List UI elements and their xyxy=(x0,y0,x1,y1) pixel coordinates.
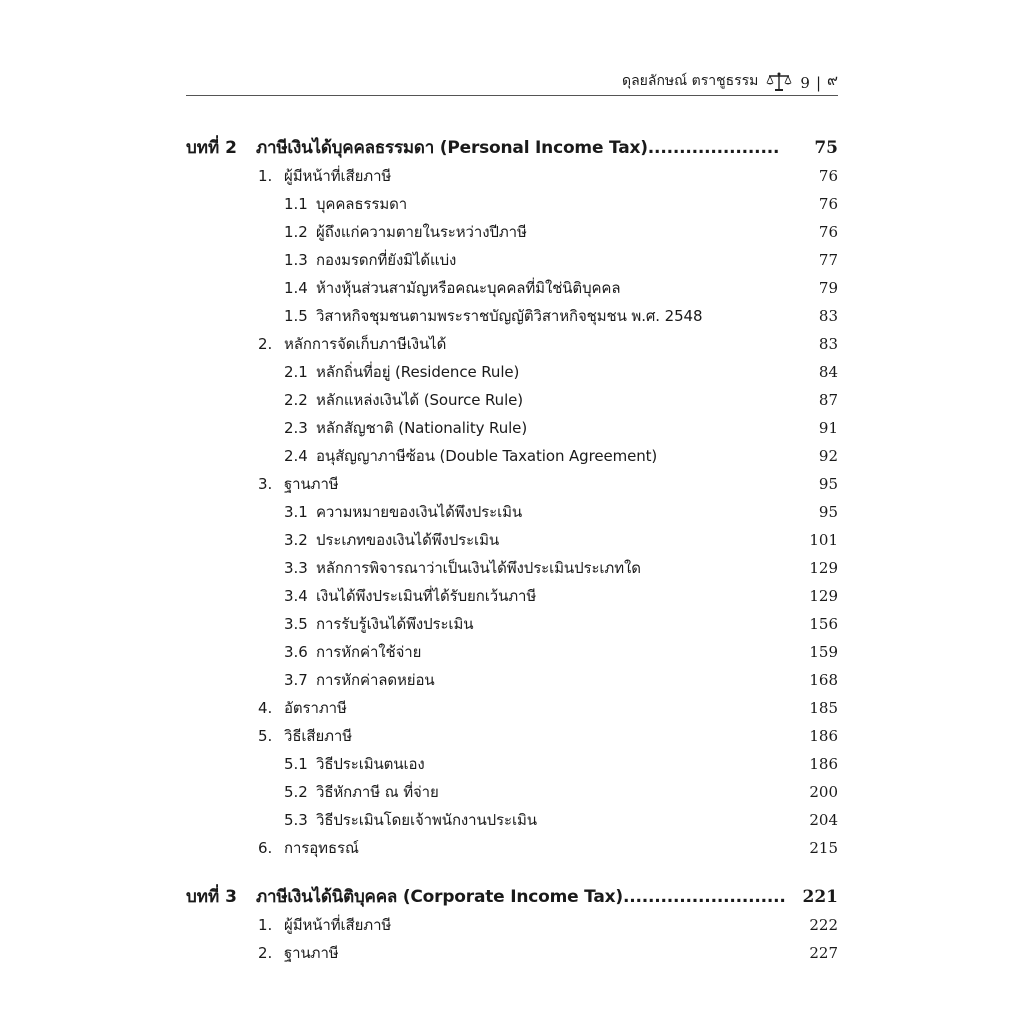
entry-page: 159 xyxy=(809,643,838,661)
entry-label: อนุสัญญาภาษีซ้อน (Double Taxation Agreement) xyxy=(316,447,658,465)
entry-number: 3.7 xyxy=(284,671,308,689)
entry-page: 168 xyxy=(809,671,838,689)
entry-number: 1.4 xyxy=(284,279,308,297)
entry-label: การอุทธรณ์ xyxy=(284,839,359,857)
entry-page: 84 xyxy=(818,363,838,381)
entry-label: ประเภทของเงินได้พึงประเมิน xyxy=(316,531,500,549)
scales-of-justice-icon xyxy=(766,72,792,92)
entry-number: 5.3 xyxy=(284,811,308,829)
entry-page: 200 xyxy=(809,783,838,801)
entry-page: 92 xyxy=(818,447,838,465)
toc-section-entry xyxy=(186,836,838,864)
toc-subsection-entry xyxy=(186,556,838,584)
entry-label: วิธีหักภาษี ณ ที่จ่าย xyxy=(316,783,439,801)
toc-subsection-entry xyxy=(186,612,838,640)
entry-number: 1. xyxy=(258,916,273,934)
toc-subsection-entry xyxy=(186,528,838,556)
entry-number: 1.1 xyxy=(284,195,308,213)
entry-label: วิธีประเมินตนเอง xyxy=(316,755,425,773)
entry-label: เงินได้พึงประเมินที่ได้รับยกเว้นภาษี xyxy=(316,587,537,605)
toc-section-entry xyxy=(186,724,838,752)
toc-subsection-entry xyxy=(186,640,838,668)
entry-label: การรับรู้เงินได้พึงประเมิน xyxy=(316,615,474,633)
toc-section-entry xyxy=(186,913,838,941)
header-separator: | xyxy=(815,74,821,92)
toc-subsection-entry xyxy=(186,220,838,248)
chapter-title: ภาษีเงินได้นิติบุคคล (Corporate Income Tax).......................... xyxy=(256,887,786,907)
entry-page: 129 xyxy=(809,587,838,605)
entry-page: 215 xyxy=(809,839,838,857)
entry-number: 6. xyxy=(258,839,273,857)
entry-number: 3.6 xyxy=(284,643,308,661)
entry-page: 87 xyxy=(818,391,838,409)
table-of-contents xyxy=(186,130,838,969)
entry-page: 101 xyxy=(809,531,838,549)
entry-page: 186 xyxy=(809,727,838,745)
entry-label: ความหมายของเงินได้พึงประเมิน xyxy=(316,503,523,521)
chapter-page: 221 xyxy=(802,887,838,907)
entry-number: 2.4 xyxy=(284,447,308,465)
entry-page: 186 xyxy=(809,755,838,773)
thai-page-number: ๙ xyxy=(827,71,838,89)
entry-page: 76 xyxy=(818,167,838,185)
entry-number: 1.5 xyxy=(284,307,308,325)
entry-label: วิธีเสียภาษี xyxy=(284,727,353,745)
entry-label: ผู้ถึงแก่ความตายในระหว่างปีภาษี xyxy=(316,223,527,241)
entry-number: 5.1 xyxy=(284,755,308,773)
entry-page: 95 xyxy=(818,503,838,521)
entry-number: 3.5 xyxy=(284,615,308,633)
entry-number: 3. xyxy=(258,475,273,493)
entry-number: 3.4 xyxy=(284,587,308,605)
toc-subsection-entry xyxy=(186,500,838,528)
entry-label: การหักค่าลดหย่อน xyxy=(316,671,435,689)
entry-label: หลักการพิจารณาว่าเป็นเงินได้พึงประเมินประเภทใด xyxy=(316,559,641,577)
entry-page: 129 xyxy=(809,559,838,577)
toc-chapter-3 xyxy=(186,883,838,913)
entry-label: ผู้มีหน้าที่เสียภาษี xyxy=(284,167,392,185)
book-title: ดุลยลักษณ์ ตราชูธรรม xyxy=(622,73,759,89)
entry-label: วิสาหกิจชุมชนตามพระราชบัญญัติวิสาหกิจชุมชน พ.ศ. 2548 xyxy=(316,307,703,325)
toc-section-entry xyxy=(186,164,838,192)
entry-number: 2.1 xyxy=(284,363,308,381)
entry-page: 76 xyxy=(818,195,838,213)
entry-number: 4. xyxy=(258,699,273,717)
entry-page: 222 xyxy=(809,916,838,934)
toc-subsection-entry xyxy=(186,808,838,836)
chapter-number: บทที่ 3 xyxy=(186,887,237,907)
entry-number: 5. xyxy=(258,727,273,745)
entry-number: 2.2 xyxy=(284,391,308,409)
entry-number: 3.1 xyxy=(284,503,308,521)
entry-number: 1. xyxy=(258,167,273,185)
toc-subsection-entry xyxy=(186,360,838,388)
chapter-3-entries xyxy=(186,913,838,969)
entry-page: 185 xyxy=(809,699,838,717)
entry-number: 1.2 xyxy=(284,223,308,241)
entry-page: 204 xyxy=(809,811,838,829)
entry-number: 2. xyxy=(258,944,273,962)
toc-section-entry xyxy=(186,696,838,724)
toc-chapter-2 xyxy=(186,134,838,164)
entry-label: หลักแหล่งเงินได้ (Source Rule) xyxy=(316,391,524,409)
entry-label: การหักค่าใช้จ่าย xyxy=(316,643,422,661)
entry-page: 156 xyxy=(809,615,838,633)
toc-subsection-entry xyxy=(186,444,838,472)
running-header xyxy=(186,66,838,96)
entry-label: หลักสัญชาติ (Nationality Rule) xyxy=(316,419,528,437)
toc-subsection-entry xyxy=(186,416,838,444)
entry-label: ห้างหุ้นส่วนสามัญหรือคณะบุคคลที่มิใช่นิติบุคคล xyxy=(316,279,621,297)
toc-subsection-entry xyxy=(186,248,838,276)
entry-label: วิธีประเมินโดยเจ้าพนักงานประเมิน xyxy=(316,811,537,829)
entry-page: 83 xyxy=(818,335,838,353)
entry-label: บุคคลธรรมดา xyxy=(316,195,408,213)
toc-section-entry xyxy=(186,472,838,500)
toc-section-entry xyxy=(186,332,838,360)
entry-label: ผู้มีหน้าที่เสียภาษี xyxy=(284,916,392,934)
chapter-title: ภาษีเงินได้บุคคลธรรมดา (Personal Income Tax)..................... xyxy=(256,138,780,158)
entry-label: อัตราภาษี xyxy=(284,699,347,717)
toc-subsection-entry xyxy=(186,192,838,220)
chapter-number: บทที่ 2 xyxy=(186,138,237,158)
page-number: 9 xyxy=(800,74,810,92)
entry-label: กองมรดกที่ยังมิได้แบ่ง xyxy=(316,251,457,269)
entry-page: 77 xyxy=(818,251,838,269)
toc-subsection-entry xyxy=(186,276,838,304)
entry-page: 76 xyxy=(818,223,838,241)
entry-number: 5.2 xyxy=(284,783,308,801)
entry-page: 91 xyxy=(818,419,838,437)
entry-page: 227 xyxy=(809,944,838,962)
chapter-2-entries xyxy=(186,164,838,864)
toc-subsection-entry xyxy=(186,304,838,332)
toc-subsection-entry xyxy=(186,388,838,416)
toc-subsection-entry xyxy=(186,668,838,696)
toc-subsection-entry xyxy=(186,780,838,808)
entry-number: 1.3 xyxy=(284,251,308,269)
entry-page: 95 xyxy=(818,475,838,493)
toc-subsection-entry xyxy=(186,752,838,780)
toc-subsection-entry xyxy=(186,584,838,612)
entry-number: 2.3 xyxy=(284,419,308,437)
entry-label: ฐานภาษี xyxy=(284,475,339,493)
entry-page: 79 xyxy=(818,279,838,297)
toc-section-entry xyxy=(186,941,838,969)
entry-number: 3.2 xyxy=(284,531,308,549)
entry-label: ฐานภาษี xyxy=(284,944,339,962)
entry-label: หลักถิ่นที่อยู่ (Residence Rule) xyxy=(316,363,520,381)
entry-page: 83 xyxy=(818,307,838,325)
entry-number: 3.3 xyxy=(284,559,308,577)
entry-number: 2. xyxy=(258,335,273,353)
entry-label: หลักการจัดเก็บภาษีเงินได้ xyxy=(284,335,447,353)
chapter-page: 75 xyxy=(814,138,838,158)
